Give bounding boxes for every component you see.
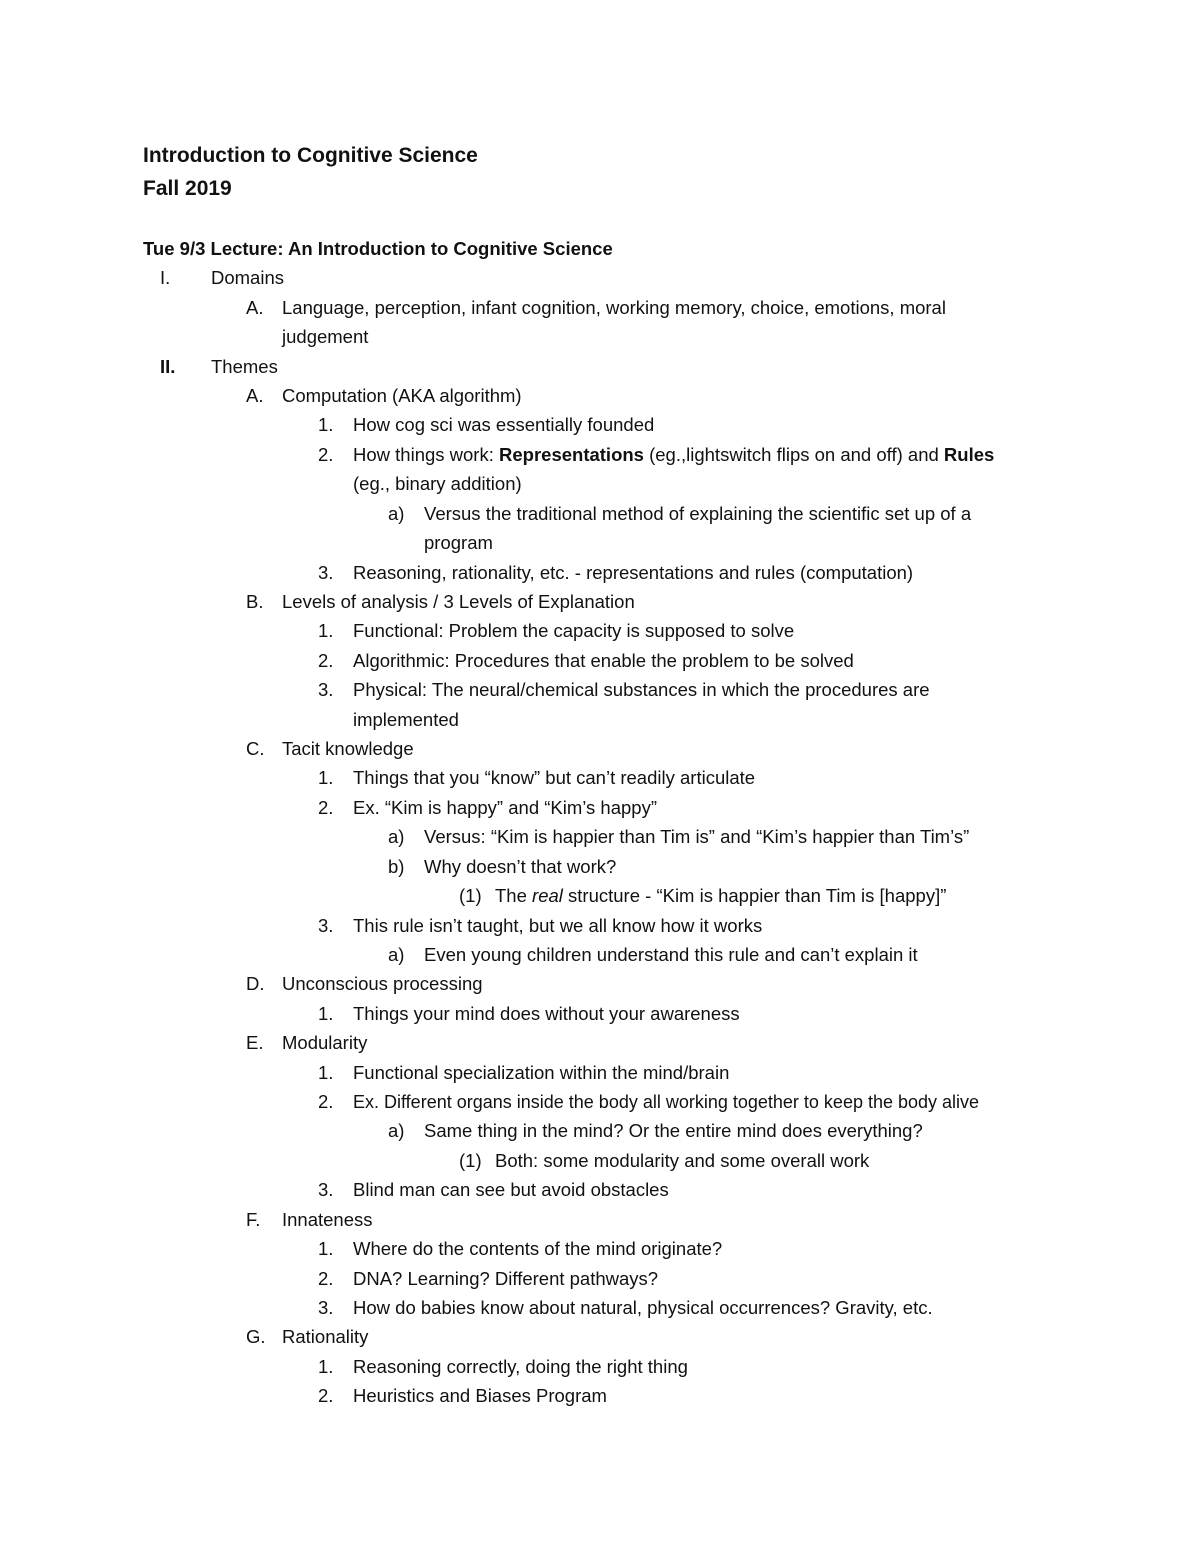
outline-item [0, 853, 1200, 881]
outline-continuation [0, 706, 1200, 734]
outline-marker: C. [246, 738, 265, 759]
outline-text: DNA? Learning? Different pathways? [353, 1268, 659, 1289]
outline-text: The real structure - “Kim is happier than Tim is [happy]” [495, 885, 947, 906]
outline-item [0, 559, 1200, 587]
outline-continuation [0, 323, 1200, 351]
outline-item [0, 1147, 1200, 1175]
outline-item [0, 912, 1200, 940]
outline-text: program [424, 532, 493, 553]
outline-text: Both: some modularity and some overall work [495, 1150, 870, 1171]
outline-marker: B. [246, 591, 264, 612]
term-label: Fall 2019 [143, 177, 232, 200]
outline-text: Reasoning correctly, doing the right thing [353, 1356, 688, 1377]
outline-text: (eg., binary addition) [353, 473, 522, 494]
outline-marker: 1. [318, 1003, 334, 1024]
outline-marker: (1) [459, 1150, 482, 1171]
outline-item [0, 1382, 1200, 1410]
course-title: Introduction to Cognitive Science [143, 144, 478, 167]
outline-text: Tacit knowledge [282, 738, 414, 759]
outline-marker: 1. [318, 414, 334, 435]
outline-marker: a) [388, 826, 405, 847]
outline-item [0, 617, 1200, 645]
outline-item [0, 764, 1200, 792]
outline-text: Reasoning, rationality, etc. - representations and rules (computation) [353, 562, 914, 583]
outline-item [0, 411, 1200, 439]
outline-text: implemented [353, 709, 459, 730]
outline-marker: F. [246, 1209, 261, 1230]
outline-text: Why doesn’t that work? [424, 856, 617, 877]
outline-text: judgement [282, 326, 369, 347]
outline-marker: G. [246, 1326, 266, 1347]
outline-text: Ex. “Kim is happy” and “Kim’s happy” [353, 797, 657, 818]
outline-marker: A. [246, 385, 264, 406]
outline-item [0, 970, 1200, 998]
outline-item [0, 294, 1200, 322]
outline-item [0, 382, 1200, 410]
outline-marker: a) [388, 944, 405, 965]
outline-marker: 1. [318, 767, 334, 788]
outline-marker: I. [160, 267, 171, 288]
outline-marker: 3. [318, 562, 334, 583]
outline-marker: 2. [318, 797, 334, 818]
outline-marker: 1. [318, 1238, 334, 1259]
outline-item [0, 735, 1200, 763]
outline-text: Domains [211, 267, 284, 288]
outline-text: Algorithmic: Procedures that enable the problem to be solved [353, 650, 854, 671]
outline-item [0, 1235, 1200, 1263]
bold-term: Representations [499, 444, 644, 465]
outline-marker: 1. [318, 1356, 334, 1377]
outline-marker: II. [160, 356, 176, 377]
outline-text: Rationality [282, 1326, 369, 1347]
outline-item [0, 823, 1200, 851]
outline-text: Computation (AKA algorithm) [282, 385, 522, 406]
outline-marker: a) [388, 1120, 405, 1141]
outline-item [0, 1000, 1200, 1028]
outline-text: How cog sci was essentially founded [353, 414, 655, 435]
outline-text: Physical: The neural/chemical substances in which the procedures are [353, 679, 930, 700]
outline-text: Language, perception, infant cognition, working memory, choice, emotions, moral [282, 297, 946, 318]
outline-text: Even young children understand this rule and can’t explain it [424, 944, 918, 965]
outline-text: Functional specialization within the mind/brain [353, 1062, 730, 1083]
outline-item [0, 794, 1200, 822]
outline-marker: 3. [318, 1179, 334, 1200]
outline-marker: 3. [318, 1297, 334, 1318]
outline-item [0, 882, 1200, 910]
outline-item [0, 1059, 1200, 1087]
bold-term: Rules [943, 444, 995, 465]
outline-item [0, 1029, 1200, 1057]
outline-text: Versus: “Kim is happier than Tim is” and “Kim’s happier than Tim’s” [424, 826, 970, 847]
outline-item [0, 441, 1200, 469]
outline-text: How things work: Representations (eg.,lightswitch flips on and off) and Rules [353, 444, 995, 465]
outline-text: Innateness [282, 1209, 373, 1230]
outline-text: Modularity [282, 1032, 368, 1053]
outline-marker: (1) [459, 885, 482, 906]
outline-text: Same thing in the mind? Or the entire mind does everything? [424, 1120, 923, 1141]
outline-text: Levels of analysis / 3 Levels of Explanation [282, 591, 635, 612]
outline-marker: 3. [318, 915, 334, 936]
outline-text: Blind man can see but avoid obstacles [353, 1179, 669, 1200]
outline-item [0, 941, 1200, 969]
outline-item [0, 1294, 1200, 1322]
outline-text: How do babies know about natural, physical occurrences? Gravity, etc. [353, 1297, 933, 1318]
outline-text: Things that you “know” but can’t readily articulate [353, 767, 756, 788]
outline-marker: a) [388, 503, 405, 524]
outline-marker: b) [388, 856, 405, 877]
outline-marker: 3. [318, 679, 334, 700]
outline-text: Ex. Different organs inside the body all working together to keep the body alive [353, 1092, 980, 1112]
outline-item [0, 647, 1200, 675]
outline-marker: 1. [318, 1062, 334, 1083]
outline-marker: 2. [318, 1268, 334, 1289]
outline-marker: 2. [318, 650, 334, 671]
outline-text: Things your mind does without your awareness [353, 1003, 740, 1024]
outline-item [0, 1206, 1200, 1234]
outline-text: Heuristics and Biases Program [353, 1385, 607, 1406]
outline-item [0, 588, 1200, 616]
outline-text: Functional: Problem the capacity is supposed to solve [353, 620, 795, 641]
italic-term: real [532, 885, 563, 906]
outline-marker: A. [246, 297, 264, 318]
outline-continuation [0, 470, 1200, 498]
outline-marker: 2. [318, 1091, 334, 1112]
outline-text: Themes [211, 356, 278, 377]
outline-item [0, 264, 1200, 292]
outline-item [0, 500, 1200, 528]
outline-item [0, 1176, 1200, 1204]
outline-item [0, 353, 1200, 381]
outline-marker: D. [246, 973, 265, 994]
lecture-heading: Tue 9/3 Lecture: An Introduction to Cognitive Science [143, 238, 613, 259]
outline-text: Versus the traditional method of explaining the scientific set up of a [424, 503, 972, 524]
outline-text: This rule isn’t taught, but we all know how it works [353, 915, 763, 936]
outline-item [0, 1323, 1200, 1351]
outline-continuation [0, 529, 1200, 557]
outline-marker: 2. [318, 1385, 334, 1406]
outline-marker: 1. [318, 620, 334, 641]
outline-item [0, 1353, 1200, 1381]
outline-marker: 2. [318, 444, 334, 465]
outline-item [0, 1265, 1200, 1293]
outline-text: Unconscious processing [282, 973, 483, 994]
outline-item [0, 1088, 1200, 1116]
outline-text: Where do the contents of the mind originate? [353, 1238, 723, 1259]
outline-marker: E. [246, 1032, 264, 1053]
outline-item [0, 676, 1200, 704]
outline-item [0, 1117, 1200, 1145]
